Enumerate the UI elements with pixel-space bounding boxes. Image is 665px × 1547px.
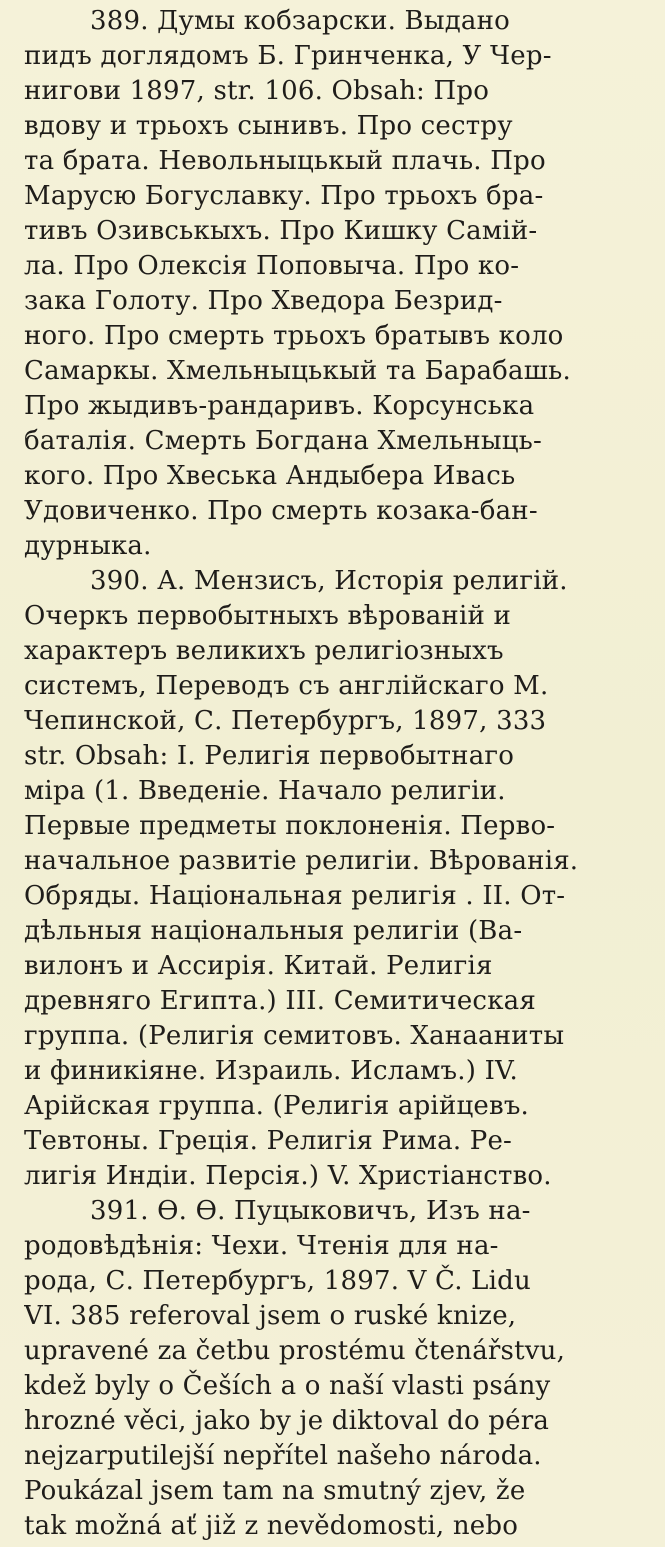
text-line: дурныка. [24, 531, 152, 561]
text-line: та брата. Невольныцькый плачь. Про [24, 146, 546, 176]
text-line: Тевтоны. Греція. Религія Рима. Ре- [24, 1126, 513, 1156]
text-line: кого. Про Хвеська Андыбера Ивась [24, 461, 516, 491]
text-line: дѣльныя національныя религіи (Ва- [24, 916, 523, 946]
text-line: нигови 1897, str. 106. Obsah: Про [24, 76, 490, 106]
text-line: Чепинской, С. Петербургъ, 1897, 333 [24, 706, 547, 736]
text-line: древняго Египта.) III. Семитическая [24, 986, 536, 1016]
text-line: Poukázal jsem tam na smutný zjev, že [24, 1476, 526, 1506]
text-line: Удовиченко. Про смерть козака-бан- [24, 496, 538, 526]
text-line: Самаркы. Хмельныцькый та Барабашь. [24, 356, 571, 386]
text-line: ного. Про смерть трьохъ братывъ коло [24, 321, 564, 351]
text-line: міра (1. Введеніе. Начало религіи. [24, 776, 506, 806]
text-line: upravené za četbu prostému čtenářstvu, [24, 1336, 566, 1366]
text-line: зака Голоту. Про Хведора Безрид- [24, 286, 503, 316]
text-line: и финикіяне. Израиль. Исламъ.) IV. [24, 1056, 518, 1086]
text-line: str. Obsah: I. Религія первобытнаго [24, 741, 515, 771]
text-line: начальное развитіе религіи. Вѣрованія. [24, 846, 579, 876]
text-line: группа. (Религія семитовъ. Ханааниты [24, 1021, 565, 1051]
text-line: hrozné věci, jako by je diktoval do péra [24, 1406, 550, 1436]
text-line: пидъ доглядомъ Б. Гринченка, У Чер- [24, 41, 552, 71]
text-line: 391. Ѳ. Ѳ. Пуцыковичъ, Изъ на- [90, 1196, 531, 1226]
text-line: Очеркъ первобытныхъ вѣрованій и [24, 601, 511, 631]
text-line: 390. А. Мензисъ, Исторія религій. [90, 566, 568, 596]
text-line: 389. Думы кобзарски. Выдано [90, 6, 511, 36]
text-line: рода, С. Петербургъ, 1897. V Č. Lidu [24, 1266, 531, 1296]
text-line: характеръ великихъ религіозныхъ [24, 636, 504, 666]
text-line: вдову и трьохъ сынивъ. Про сестру [24, 111, 513, 141]
text-line: Арійская группа. (Религія арійцевъ. [24, 1091, 530, 1121]
text-line: VI. 385 referoval jsem o ruské knize, [24, 1301, 517, 1331]
text-line: вилонъ и Ассирія. Китай. Религія [24, 951, 493, 981]
text-line: kdež byly o Češích a o naší vlasti psány [24, 1371, 551, 1401]
text-line: Про жыдивъ-рандаривъ. Корсунська [24, 391, 535, 421]
text-line: баталія. Смерть Богдана Хмельныць- [24, 426, 543, 456]
text-line: Марусю Богуславку. Про трьохъ бра- [24, 181, 544, 211]
text-line: лигія Индіи. Персія.) V. Христіанство. [24, 1161, 552, 1191]
text-line: Первые предметы поклоненія. Перво- [24, 811, 556, 841]
text-line: системъ, Переводъ съ англійскаго М. [24, 671, 549, 701]
text-line: родовѣдѣнія: Чехи. Чтенія для на- [24, 1231, 499, 1261]
text-line: ла. Про Олексія Поповыча. Про ко- [24, 251, 520, 281]
text-line: тивъ Озивськыхъ. Про Кишку Самій- [24, 216, 538, 246]
text-line: Обряды. Національная религія . II. От- [24, 881, 566, 911]
text-line: tak možná ať již z nevědomosti, nebo [24, 1511, 519, 1541]
text-line: nejzarputilejší nepřítel našeho národa. [24, 1441, 542, 1471]
